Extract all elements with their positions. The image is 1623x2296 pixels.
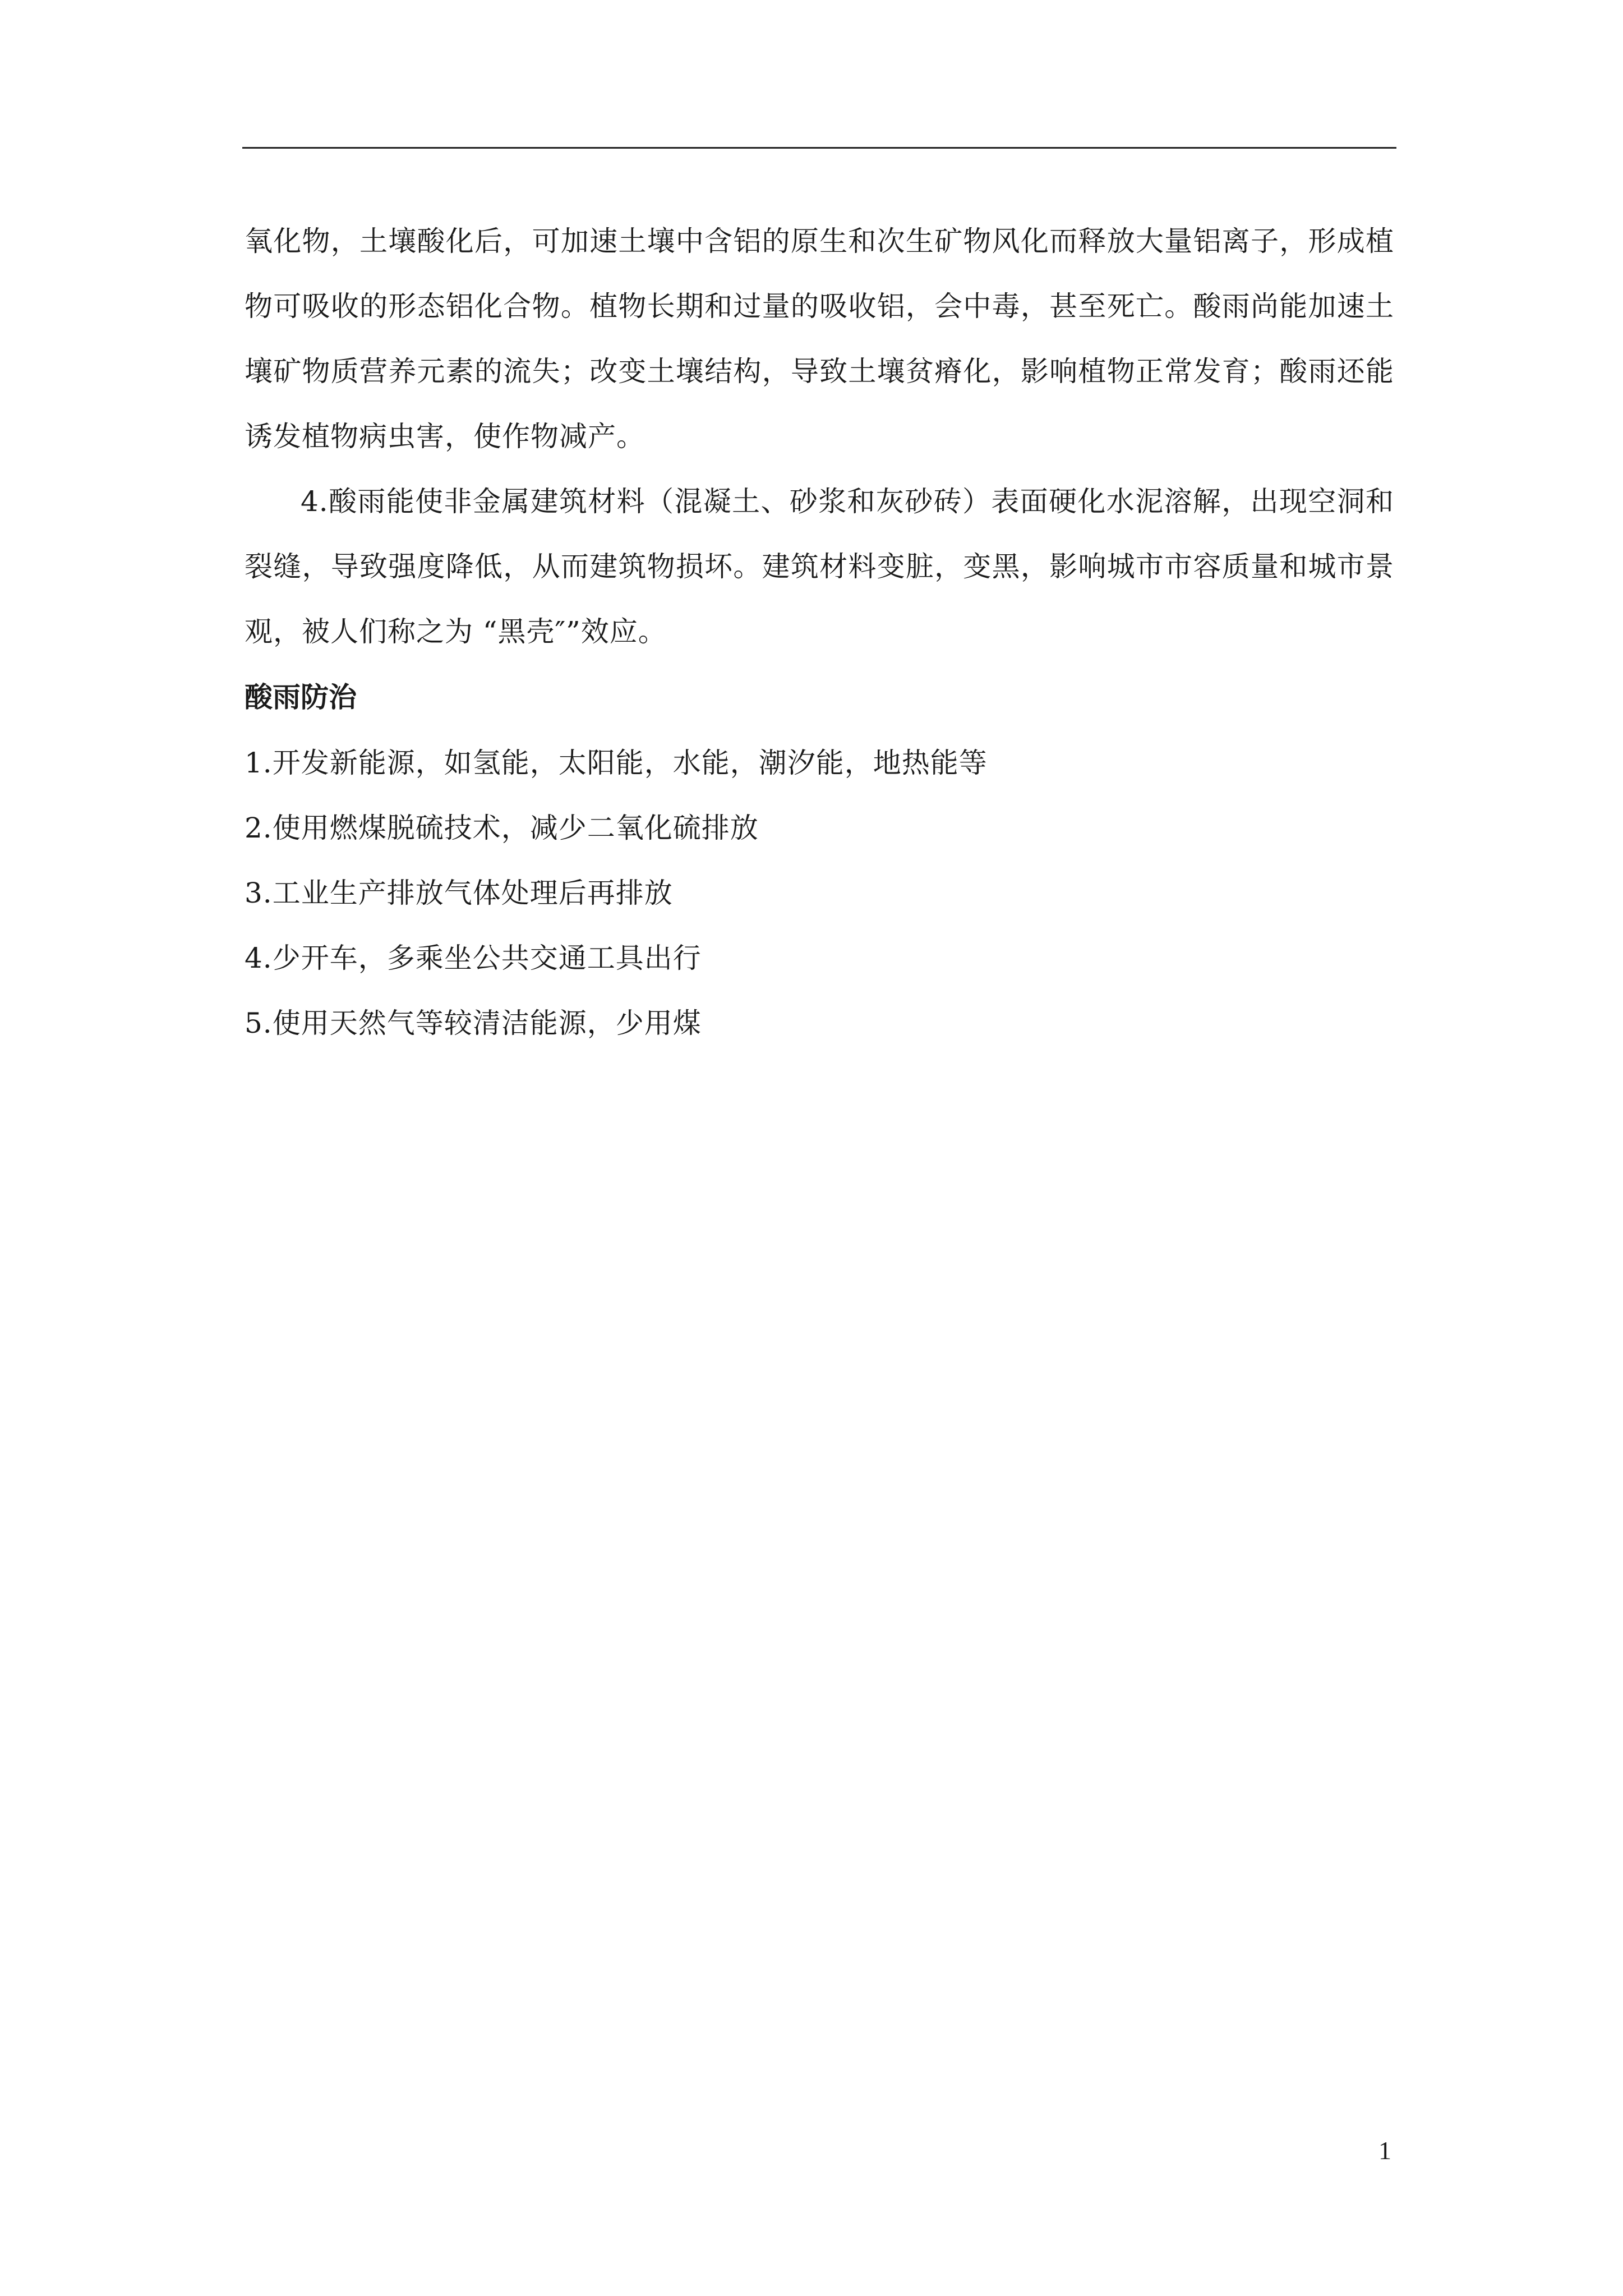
page-number: 1 [1378,2136,1391,2165]
list-item: 5.使用天然气等较清洁能源，少用煤 [245,1007,702,1039]
list-item: 2.使用燃煤脱硫技术，减少二氧化硫排放 [245,812,759,844]
list-item: 1.开发新能源，如氢能，太阳能，水能，潮汐能，地热能等 [245,747,988,779]
list-item: 3.工业生产排放气体处理后再排放 [245,877,673,909]
paragraph-building-effects: 4.酸雨能使非金属建筑材料（混凝土、砂浆和灰砂砖）表面硬化水泥溶解，出现空洞和裂缝，导致强度降低，从而建筑物损坏。建筑材料变脏，变黑，影响城市市容质量和城市景观，被人们称之为 “黑壳″”效应。 [245,485,1394,648]
document-body [245,209,1394,1056]
list-item: 4.少开车，多乘坐公共交通工具出行 [245,942,702,974]
header-rule [242,147,1396,149]
paragraph-soil-effects: 氧化物，土壤酸化后，可加速土壤中含铝的原生和次生矿物风化而释放大量铝离子，形成植物可吸收的形态铝化合物。植物长期和过量的吸收铝，会中毒，甚至死亡。酸雨尚能加速土壤矿物质营养元素的流失；改变土壤结构，导致土壤贫瘠化，影响植物正常发育；酸雨还能诱发植物病虫害，使作物减产。 [245,225,1394,453]
section-heading: 酸雨防治 [245,681,357,714]
